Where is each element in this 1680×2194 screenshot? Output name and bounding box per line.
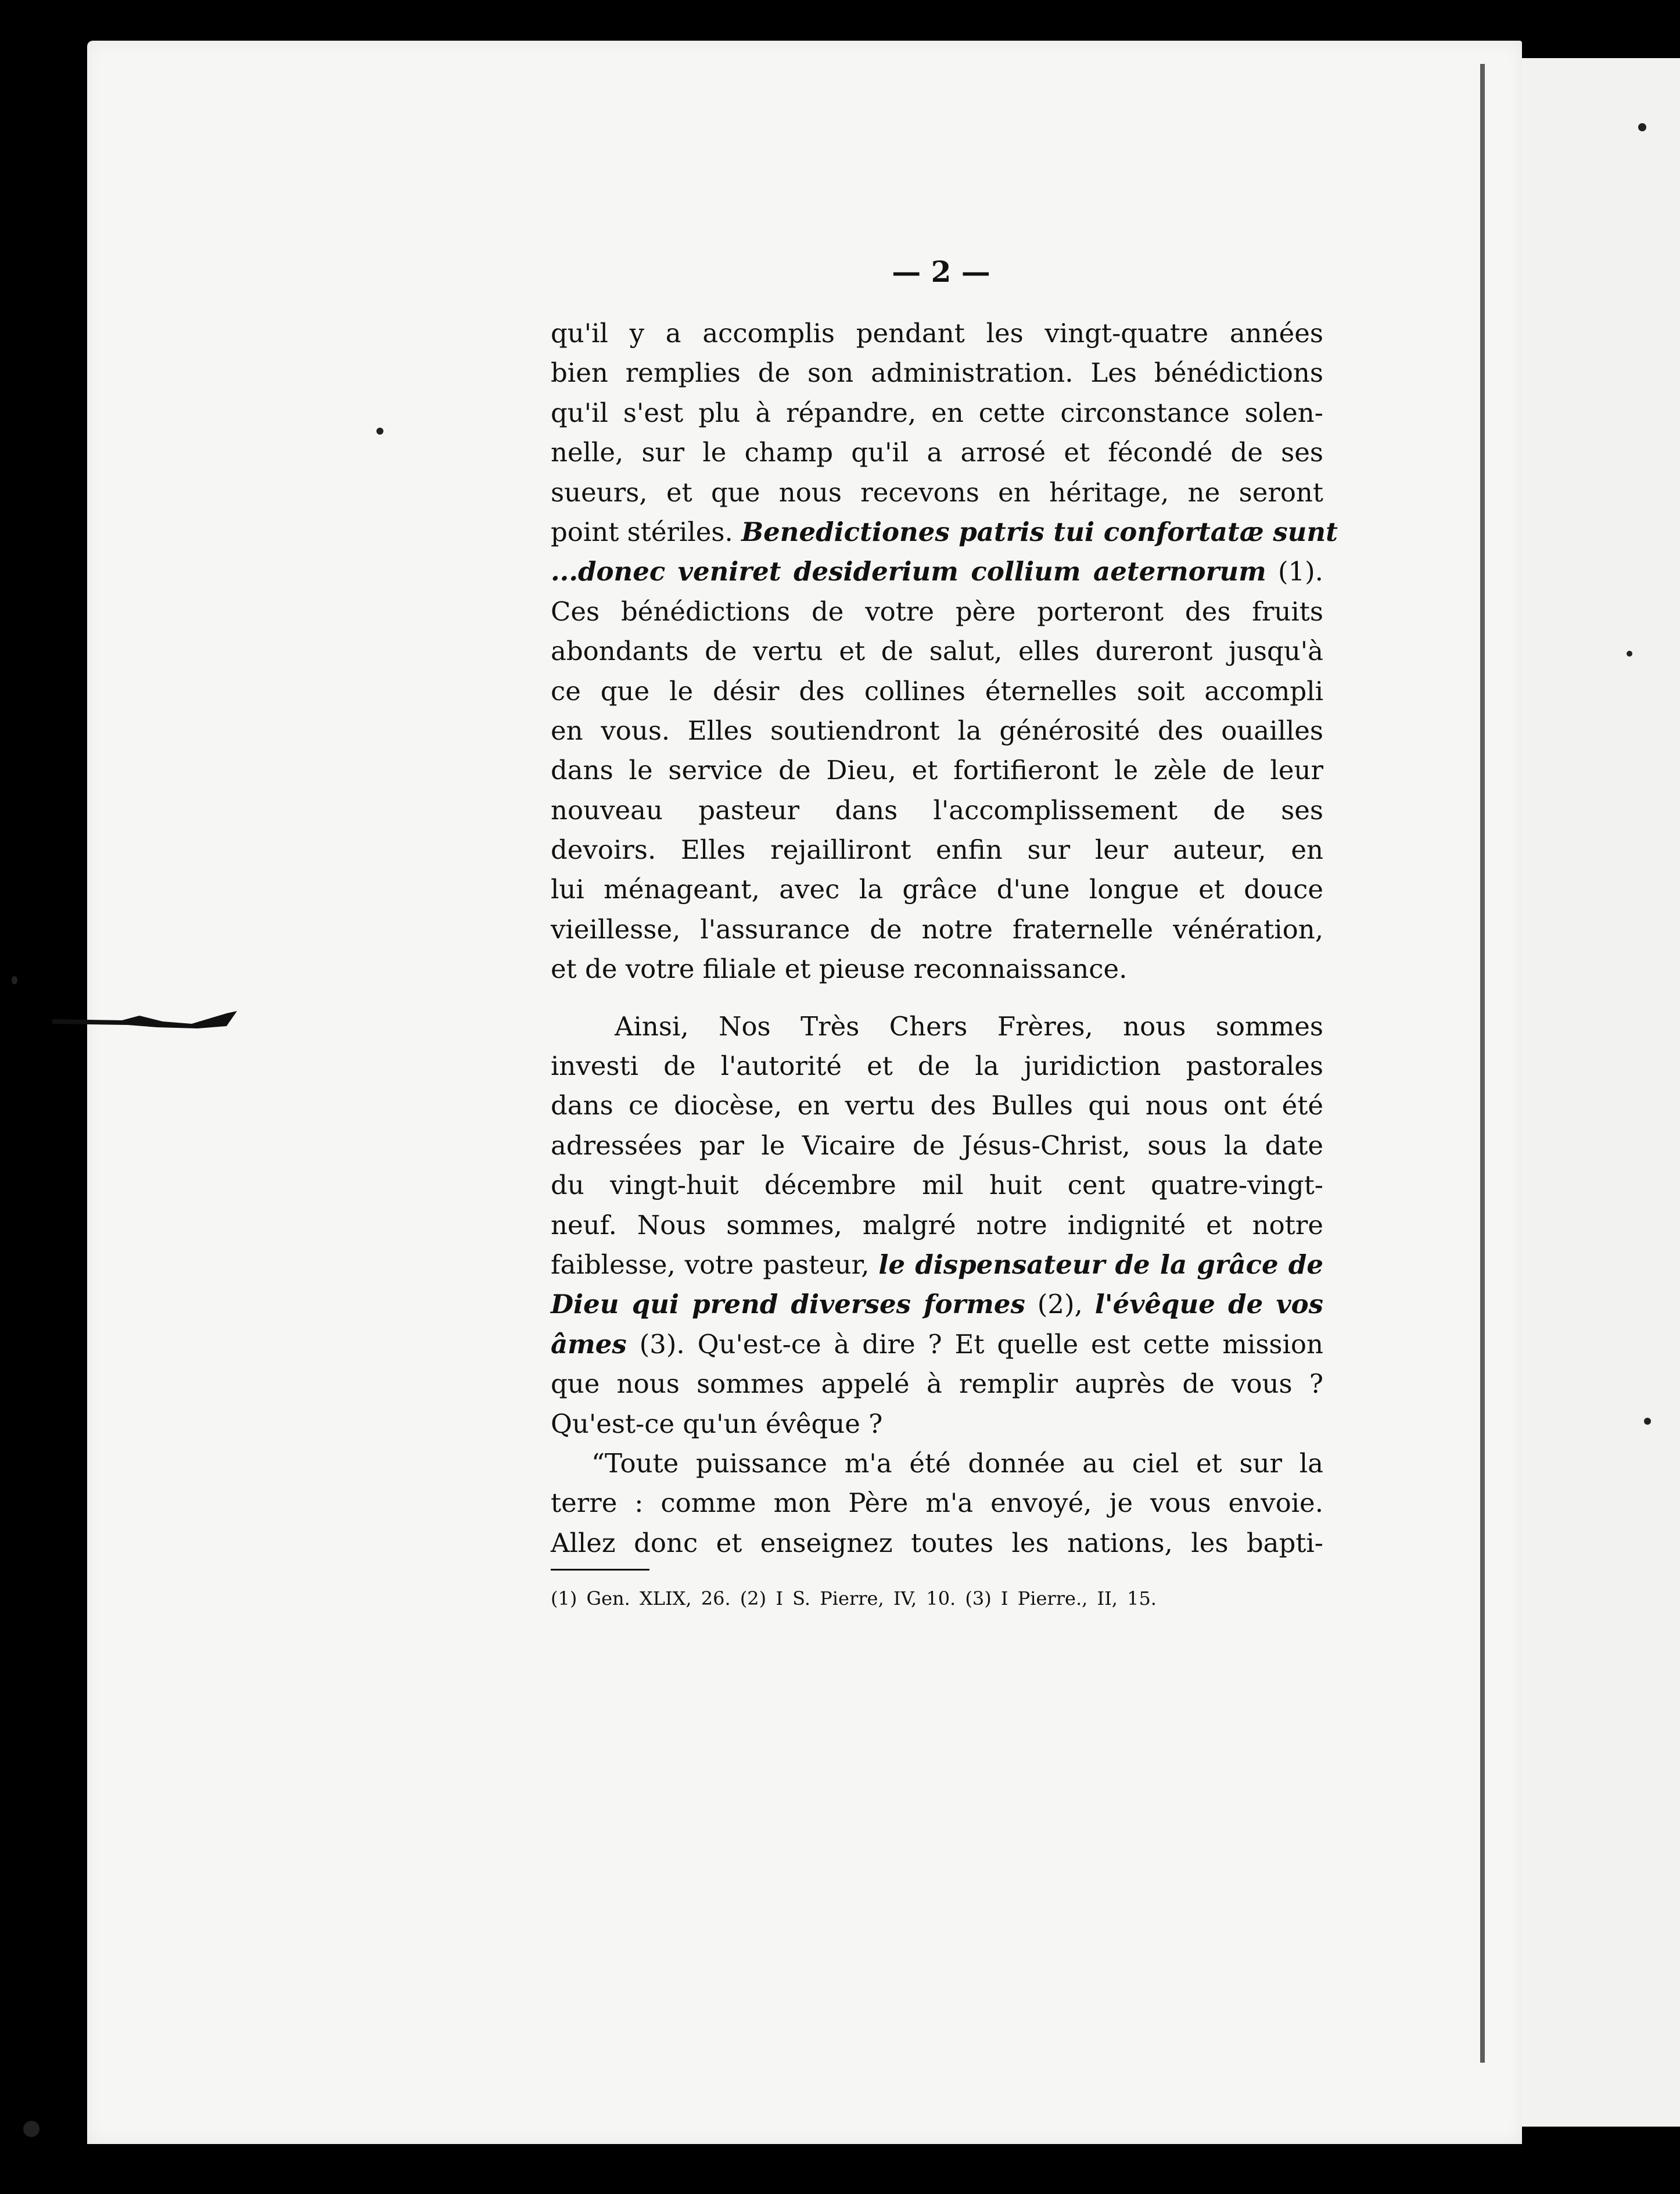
text-line [551, 512, 1338, 552]
text-line: nouveau pasteur dans l'accomplissement de ses [551, 794, 1323, 826]
text-run: faiblesse, votre pasteur, [551, 1249, 870, 1280]
speck-mark [1627, 651, 1632, 657]
text-line: ce que le désir des collines éternelles soit accompli [551, 675, 1323, 707]
text-line: du vingt-huit décembre mil huit cent quatre-vingt- [551, 1170, 1323, 1201]
footnote-ref: (1). [1277, 556, 1323, 587]
latin-quote: ...donec veniret desiderium collium aeternorum [551, 556, 1266, 587]
speck-mark [1638, 123, 1646, 131]
text-line: lui ménageant, avec la grâce d'une longue et douce [551, 874, 1323, 905]
text-line: neuf. Nous sommes, malgré notre indignité et notre [551, 1209, 1323, 1241]
text-line [551, 552, 1323, 591]
speck-mark [376, 428, 383, 435]
text-line: qu'il s'est plu à répandre, en cette circonstance solen- [551, 397, 1323, 428]
text-run: point stériles. [551, 516, 733, 547]
scripture-quote: l'évêque de vos [1094, 1289, 1323, 1320]
text-line: dans ce diocèse, en vertu des Bulles qui nous ont été [551, 1090, 1323, 1121]
text-line: bien remplies de son administration. Les bénédictions [551, 357, 1323, 389]
text-line: “Toute puissance m'a été donnée au ciel et sur la [591, 1447, 1323, 1479]
page-fold-shadow [1480, 64, 1485, 2063]
text-line: sueurs, et que nous recevons en héritage, ne seront [551, 476, 1323, 508]
text-line: devoirs. Elles rejailliront enfin sur leur auteur, en [551, 834, 1323, 866]
paragraph-1 [551, 314, 1338, 990]
text-line: vieillesse, l'assurance de notre fraternelle vénération, [551, 913, 1323, 945]
paragraph-2 [551, 1007, 1323, 1444]
paper-tear-mark [52, 1011, 238, 1031]
latin-quote: Benedictiones patris tui confortatæ sunt [741, 516, 1338, 547]
page-number: — 2 — [892, 254, 990, 289]
adjacent-page-edge [1510, 58, 1680, 2127]
footnote-separator [551, 1569, 649, 1571]
footnotes: (1) Gen. XLIX, 26. (2) I S. Pierre, IV, 10. (3) I Pierre., II, 15. [551, 1587, 1157, 1610]
text-run: (3). Qu'est-ce à dire ? Et quelle est cette mission [639, 1328, 1323, 1360]
text-line: en vous. Elles soutiendront la générosité des ouailles [551, 715, 1323, 746]
text-line: Qu'est-ce qu'un évêque ? [551, 1408, 883, 1439]
footnote-ref: (2), [1037, 1289, 1083, 1320]
text-line: nelle, sur le champ qu'il a arrosé et fécondé de ses [551, 437, 1323, 468]
text-line: Allez donc et enseignez toutes les nations, les bapti- [551, 1527, 1323, 1558]
scripture-quote: Dieu qui prend diverses formes [551, 1289, 1025, 1320]
text-line: qu'il y a accomplis pendant les vingt-quatre années [551, 318, 1323, 349]
text-line: dans le service de Dieu, et fortifieront le zèle de leur [551, 755, 1323, 786]
text-line: que nous sommes appelé à remplir auprès de vous ? [551, 1368, 1323, 1400]
speck-mark [23, 2121, 40, 2137]
body-text [551, 250, 1338, 1619]
text-line: investi de l'autorité et de la juridiction pastorales [551, 1051, 1323, 1082]
paragraph-3 [551, 1444, 1323, 1563]
text-line [551, 1285, 1323, 1324]
scripture-quote: le dispensateur de la grâce de [878, 1249, 1323, 1280]
text-line [551, 1325, 1323, 1364]
text-line: Ces bénédictions de votre père porteront des fruits [551, 596, 1323, 627]
speck-mark [12, 976, 17, 984]
text-line [551, 1245, 1323, 1285]
speck-mark [1644, 1418, 1651, 1425]
text-line: abondants de vertu et de salut, elles dureront jusqu'à [551, 636, 1323, 667]
scripture-quote: âmes [551, 1328, 627, 1360]
text-line: et de votre filiale et pieuse reconnaissance. [551, 953, 1128, 985]
text-line: terre : comme mon Père m'a envoyé, je vous envoie. [551, 1487, 1323, 1519]
text-line: Ainsi, Nos Très Chers Frères, nous sommes [615, 1010, 1323, 1042]
text-line: adressées par le Vicaire de Jésus-Christ, sous la date [551, 1130, 1323, 1161]
